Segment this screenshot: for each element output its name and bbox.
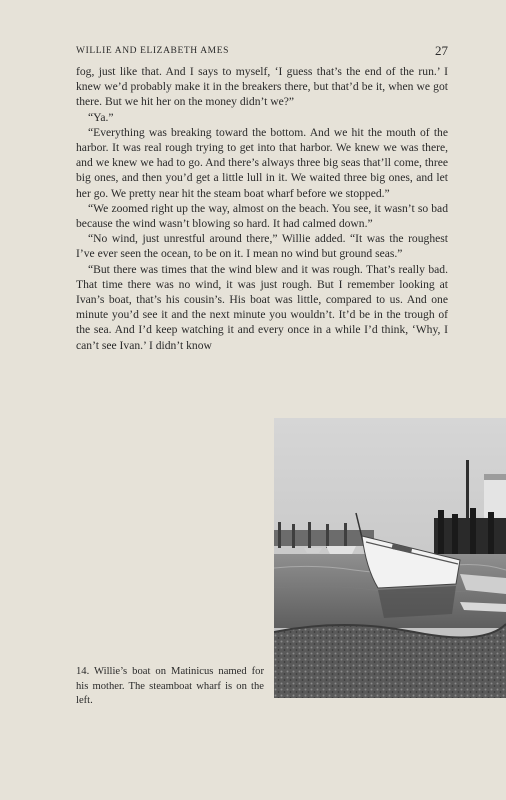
body-text (76, 64, 448, 353)
paragraph: “Ya.” (88, 110, 114, 124)
paragraph: “We zoomed right up the way, almost on the beach. You see, it wasn’t so bad because the wind wasn’t blowing so hard. It had calmed down.” (76, 201, 448, 231)
page-number: 27 (435, 43, 448, 58)
paragraph: “No wind, just unrestful around there,” Willie added. “It was the roughest I’ve ever seen the ocean, to be on it. I mean no wind but ground seas.” (76, 232, 448, 261)
figure-caption: 14. Willie’s boat on Matinicus named for his mother. The steamboat wharf is on the left. (76, 666, 264, 707)
paragraph: fog, just like that. And I says to myself, ‘I guess that’s the end of the run.’ I knew we’d probably make it in the breakers there, but that’d be it, when we got there. But we hit her on the money didn’t we?” (76, 65, 448, 109)
running-head (76, 43, 448, 60)
harbor-photo (274, 418, 506, 698)
paragraph: “But there was times that the wind blew and it was rough. That’s really bad. That time there was no wind, it was just rough. But I remember looking at Ivan’s boat, that’s his cousin’s. His boat was little, compared to us. And one minute you’d see it and the next minute you wouldn’t. It’d be in the trough of the sea. And I’d keep watching it and every once in a while I’d think, ‘Why, I can’t see Ivan.’ I didn’t know (76, 262, 448, 352)
running-head-title: WILLIE AND ELIZABETH AMES (76, 46, 229, 56)
paragraph: “Everything was breaking toward the bottom. And we hit the mouth of the harbor. It was real rough trying to get into that harbor. We knew we was there, and we knew we had to go. And there’s always three big seas that’ll come, three big ones, and then you’d get a little lull in it. We waited three big ones, and let her go. We pretty near hit the steam boat wharf before we stopped.” (76, 125, 448, 200)
